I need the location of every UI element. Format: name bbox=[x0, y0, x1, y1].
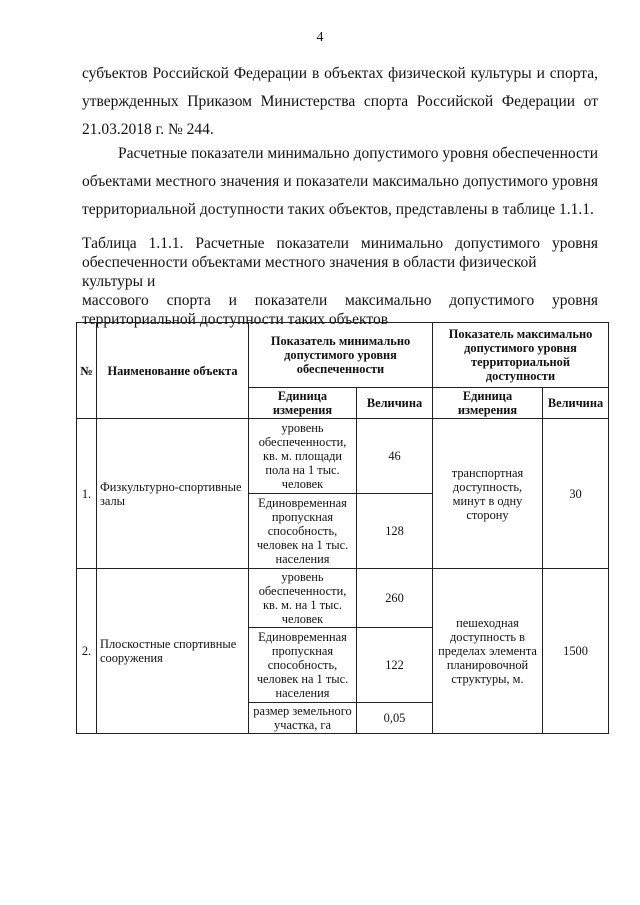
indicator-unit: Единовременная пропускная способность, человек на 1 тыс. населения bbox=[249, 628, 357, 703]
indicator-unit: уровень обеспеченности, кв. м. на 1 тыс. человек bbox=[249, 569, 357, 628]
caption-text: территориальной доступности таких объектов bbox=[82, 311, 389, 328]
paragraph-line: объектами местного значения и показатели максимально допустимого уровня bbox=[82, 173, 598, 190]
caption-word: Таблица bbox=[82, 235, 137, 252]
header-max-value: Величина bbox=[543, 388, 609, 419]
header-max-unit: Единица измерения bbox=[433, 388, 543, 419]
caption-word: уровня bbox=[551, 235, 598, 252]
indicator-value: 260 bbox=[357, 569, 433, 628]
header-max-indicator: Показатель максимально допустимого уровня территориальной доступности bbox=[433, 323, 609, 388]
object-name: Плоскостные спортивные сооружения bbox=[97, 569, 249, 734]
indicator-value: 46 bbox=[357, 419, 433, 494]
table-row bbox=[77, 419, 609, 494]
row-number: 1. bbox=[77, 419, 97, 569]
header-min-value: Величина bbox=[357, 388, 433, 419]
caption-word: допустимого bbox=[449, 292, 535, 309]
table-header-row bbox=[77, 323, 609, 388]
indicator-unit: уровень обеспеченности, кв. м. площади пола на 1 тыс. человек bbox=[249, 419, 357, 494]
caption-word: Расчетные bbox=[195, 235, 265, 252]
access-value: 30 bbox=[543, 419, 609, 569]
paragraph-line: утвержденных Приказом Министерства спорта Российской Федерации от bbox=[82, 93, 598, 110]
paragraph-line: территориальной доступности таких объектов, представлены в таблице 1.1.1. bbox=[82, 201, 594, 218]
caption-line-2 bbox=[82, 253, 598, 291]
paragraph-line: Расчетные показатели минимально допустимого уровня обеспеченности bbox=[118, 145, 598, 162]
table-caption bbox=[82, 234, 598, 329]
caption-word: показатели bbox=[254, 292, 328, 309]
access-unit: пешеходная доступность в пределах элемента планировочной структуры, м. bbox=[433, 569, 543, 734]
indicator-unit: Единовременная пропускная способность, человек на 1 тыс. населения bbox=[249, 494, 357, 569]
caption-word: показатели bbox=[276, 235, 349, 252]
caption-word: минимально bbox=[360, 235, 444, 252]
caption-word: уровня bbox=[552, 292, 598, 309]
paragraph-line: субъектов Российской Федерации в объектах физической культуры и спорта, bbox=[82, 65, 598, 82]
access-value: 1500 bbox=[543, 569, 609, 734]
caption-word: максимально bbox=[345, 292, 432, 309]
caption-word: допустимого bbox=[455, 235, 541, 252]
access-unit: транспортная доступность, минут в одну сторону bbox=[433, 419, 543, 569]
norms-table bbox=[76, 322, 609, 734]
header-min-unit: Единица измерения bbox=[249, 388, 357, 419]
caption-word: и bbox=[228, 292, 237, 309]
caption-line-1 bbox=[82, 234, 598, 253]
paragraph-intro bbox=[82, 60, 598, 144]
row-number: 2. bbox=[77, 569, 97, 734]
header-min-indicator: Показатель минимально допустимого уровня обеспеченности bbox=[249, 323, 433, 388]
header-number: № bbox=[77, 323, 97, 419]
caption-word: массового bbox=[82, 292, 149, 309]
indicator-value: 0,05 bbox=[357, 703, 433, 734]
paragraph-line: 21.03.2018 г. № 244. bbox=[82, 121, 214, 138]
object-name: Физкультурно-спортивные залы bbox=[97, 419, 249, 569]
caption-word: 1.1.1. bbox=[148, 235, 184, 252]
caption-line-3 bbox=[82, 291, 598, 310]
table-row bbox=[77, 569, 609, 628]
indicator-value: 128 bbox=[357, 494, 433, 569]
header-object-name: Наименование объекта bbox=[97, 323, 249, 419]
caption-word: спорта bbox=[166, 292, 211, 309]
indicator-unit: размер земельного участка, га bbox=[249, 703, 357, 734]
page-number: 4 bbox=[316, 30, 324, 45]
indicator-value: 122 bbox=[357, 628, 433, 703]
paragraph-table-reference bbox=[82, 140, 598, 224]
caption-text: обеспеченности объектами местного значения в области физической культуры и bbox=[82, 254, 537, 290]
